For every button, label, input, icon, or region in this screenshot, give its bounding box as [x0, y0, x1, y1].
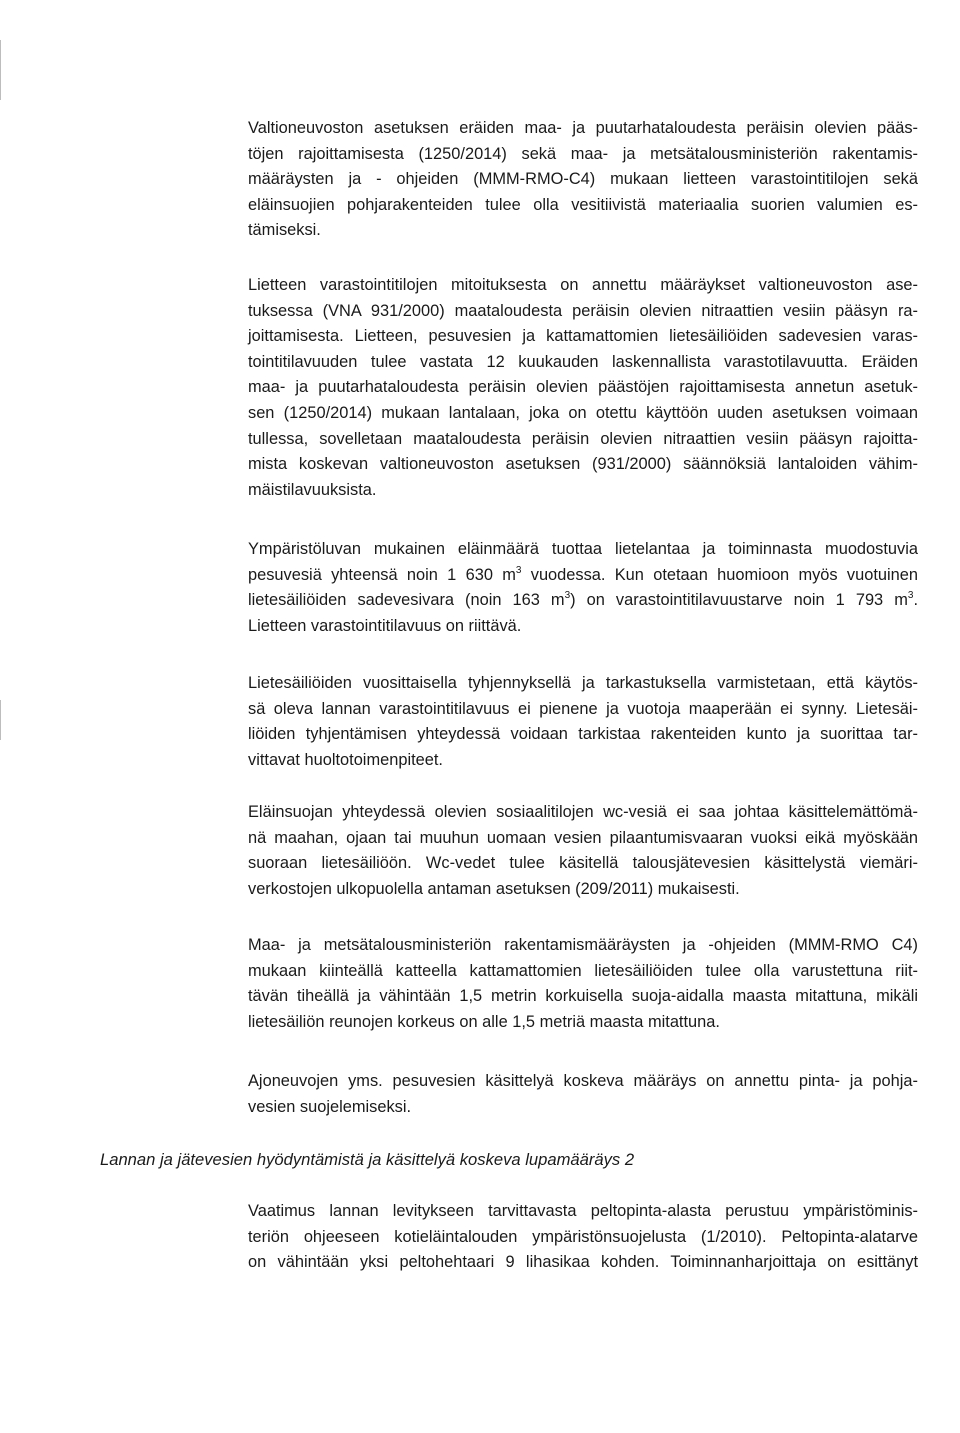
text-line: tullessa, sovelletaan maataloudesta peräisin olevien nitraattien vesiin pääsyn rajoitta-	[248, 429, 918, 448]
paragraph-6	[248, 933, 918, 1035]
paragraph-1	[248, 116, 918, 244]
paragraph-4	[248, 671, 918, 773]
text-line: tämiseksi.	[248, 221, 321, 240]
text-line: Eläinsuojan yhteydessä olevien sosiaalitilojen wc-vesiä ei saa johtaa käsittelemättömä-	[248, 803, 918, 821]
text-line: sen (1250/2014) mukaan lantalaan, joka on otettu käyttöön uuden asetuksen voimaan	[248, 403, 918, 422]
text-line: sä oleva lannan varastointitilavuus ei pienene ja vuotoja maaperään ei synny. Lietesäi-	[248, 699, 918, 718]
text-line: mukaan kiinteällä katteella kattamattomien lietesäiliöiden tulee olla varustettuna riit-	[248, 961, 918, 980]
text-line: suoraan lietesäiliöön. Wc-vedet tulee käsitellä talousjätevesien käsittelystä viemäri-	[248, 854, 918, 873]
text-line: määräysten ja - ohjeiden (MMM-RMO-C4) mukaan lietteen varastointitilojen sekä	[248, 170, 918, 189]
text-line: tointitilavuuden tulee vastata 12 kuukauden laskennallista varastotilavuutta. Eräiden	[248, 352, 918, 371]
scan-edge-mark	[0, 700, 1, 740]
text-line: nä maahan, ojaan tai muuhun uomaan vesien pilaantumisvaaran vuoksi eikä myöskään	[248, 828, 918, 847]
text-line: verkostojen ulkopuolella antaman asetuksen (209/2011) mukaisesti.	[248, 879, 740, 898]
paragraph-3	[248, 537, 918, 639]
text-line: Lietteen varastointitilojen mitoituksesta on annettu määräykset valtioneuvoston ase-	[248, 276, 918, 294]
text-line: liöiden tyhjentämisen yhteydessä voidaan tarkistaa rakenteiden kunto ja suorittaa tar-	[248, 725, 918, 744]
paragraph-2	[248, 273, 918, 503]
text-line: pesuvesiä yhteensä noin 1 630 $m^3$ vuodessa. Kun otetaan huomioon myös vuotuinen	[248, 564, 918, 584]
text-line: Valtioneuvoston asetuksen eräiden maa- ja puutarhataloudesta peräisin olevien pääs-	[248, 119, 918, 137]
text-line: töjen rajoittamisesta (1250/2014) sekä maa- ja metsätalousministeriön rakentamis-	[248, 144, 918, 163]
text-line: maa- ja puutarhataloudesta peräisin olevien päästöjen rajoittamisesta annetun asetuk-	[248, 378, 918, 397]
text-line: joittamisesta. Lietteen, pesuvesien ja kattamattomien lietesäiliöiden sadevesien varas-	[248, 327, 918, 346]
text-line: mista koskevan valtioneuvoston asetuksen (931/2000) säännöksiä lantaloiden vähim-	[248, 455, 918, 474]
text-line: lietesäiliön reunojen korkeus on alle 1,5 metriä maasta mitattuna.	[248, 1012, 720, 1031]
paragraph-7	[248, 1069, 918, 1120]
text-line: Ajoneuvojen yms. pesuvesien käsittelyä koskeva määräys on annettu pinta- ja pohja-	[248, 1072, 918, 1090]
text-line: Maa- ja metsätalousministeriön rakentamismääräysten ja -ohjeiden (MMM-RMO C4)	[248, 936, 918, 954]
text-line: lietesäiliöiden sadevesivara (noin 163 $m^3$) on varastointitilavuustarve noin 1 793 $m^3$.	[248, 590, 918, 610]
text-line: Ympäristöluvan mukainen eläinmäärä tuottaa lietelantaa ja toiminnasta muodostuvia	[248, 540, 918, 558]
paragraph-final	[248, 1199, 918, 1276]
section-heading: Lannan ja jätevesien hyödyntämistä ja käsittelyä koskeva lupamääräys 2	[100, 1150, 635, 1169]
text-line: vesien suojelemiseksi.	[248, 1097, 412, 1116]
text-line: mäistilavuuksista.	[248, 480, 377, 499]
paragraph-5	[248, 800, 918, 902]
text-line: Lietteen varastointitilavuus on riittävä.	[248, 616, 522, 635]
text-line: eläinsuojien pohjarakenteiden tulee olla vesitiivistä materiaalia suorien valumien es-	[248, 195, 918, 214]
text-line: Vaatimus lannan levitykseen tarvittavasta peltopinta-alasta perustuu ympäristöminis-	[248, 1202, 918, 1220]
text-line: tuksessa (VNA 931/2000) maataloudesta peräisin olevien nitraattien vesiin pääsyn ra-	[248, 301, 918, 320]
text-line: on vähintään yksi peltohehtaari 9 lihasikaa kohden. Toiminnanharjoittaja on esittänyt	[248, 1253, 918, 1272]
scan-edge-mark	[0, 40, 1, 100]
text-line: Lietesäiliöiden vuosittaisella tyhjennyksellä ja tarkastuksella varmistetaan, että käytös-	[248, 674, 918, 692]
text-line: vittavat huoltotoimenpiteet.	[248, 750, 443, 769]
text-line: tävän tiheällä ja vähintään 1,5 metrin korkuisella suoja-aidalla maasta mitattuna, mikäli	[248, 987, 918, 1006]
text-line: teriön ohjeeseen kotieläintalouden ympäristönsuojelusta (1/2010). Peltopinta-alatarve	[248, 1227, 918, 1246]
